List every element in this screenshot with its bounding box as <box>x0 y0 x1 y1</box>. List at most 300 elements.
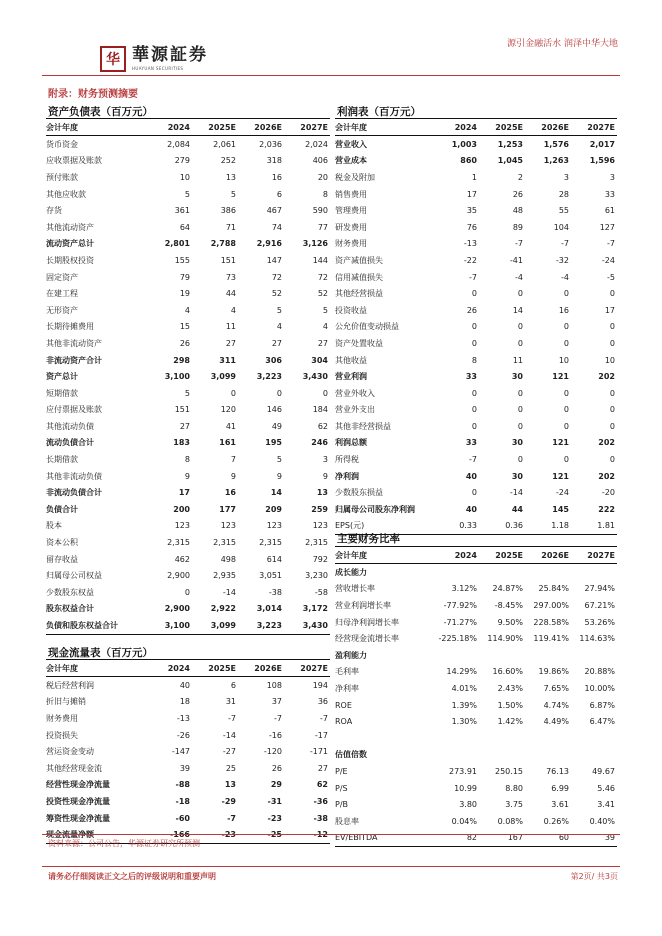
cell-value: 0 <box>609 421 615 431</box>
cell-value: 4.49% <box>543 717 569 727</box>
cell-value: 202 <box>598 471 615 481</box>
cell-value: 19 <box>179 289 190 299</box>
cell-value <box>479 647 525 664</box>
cell-value: 53.26% <box>584 617 615 627</box>
cell-value: -38 <box>313 813 328 823</box>
row-label: 其他非流动负债 <box>46 471 102 481</box>
column-header-year: 2024 <box>146 660 192 677</box>
table-row <box>335 664 617 681</box>
cell-value: 121 <box>552 372 569 382</box>
cell-value: 18 <box>179 697 190 707</box>
cell-value: -17 <box>314 730 328 740</box>
cell-value: 26 <box>512 189 523 199</box>
cell-value: 16.60% <box>492 667 523 677</box>
table-row <box>46 518 330 535</box>
cell-value: 61 <box>604 206 615 216</box>
cell-value: 167 <box>479 830 525 847</box>
cell-value: 3,430 <box>302 372 328 382</box>
cell-value: -88 <box>175 780 190 790</box>
row-label: 应收票据及账款 <box>46 156 102 166</box>
row-label: 其他非流动资产 <box>46 338 102 348</box>
row-label: 货币资金 <box>46 139 78 149</box>
cell-value: 0 <box>471 405 477 415</box>
table-row <box>335 319 617 336</box>
table-row <box>335 630 617 647</box>
cell-value <box>479 564 525 581</box>
row-label: 非流动资产合计 <box>46 355 102 365</box>
cell-value: 2,036 <box>259 139 282 149</box>
cell-value: 2,315 <box>305 538 328 548</box>
cell-value: 0 <box>609 338 615 348</box>
cell-value: 40 <box>465 471 477 481</box>
column-header-label: 会计年度 <box>335 547 433 564</box>
cell-value: 0 <box>609 388 615 398</box>
cell-value: 127 <box>599 222 615 232</box>
row-label: 流动负债合计 <box>46 438 94 448</box>
cell-value: 4 <box>276 322 282 332</box>
cell-value: 0 <box>609 455 615 465</box>
cell-value: 76 <box>466 222 477 232</box>
cash-flow-table <box>46 659 330 844</box>
row-label: 现金流量净额 <box>46 826 146 843</box>
row-label <box>335 730 433 747</box>
cell-value: 195 <box>265 438 282 448</box>
cell-value: 20 <box>317 172 328 182</box>
row-label: 长期借款 <box>46 455 78 465</box>
row-label: 营业利润 <box>335 372 367 382</box>
cell-value: 177 <box>219 504 236 514</box>
cell-value: 246 <box>311 438 328 448</box>
cell-value: 28 <box>558 189 569 199</box>
cell-value: 147 <box>266 255 282 265</box>
table-row <box>46 236 330 253</box>
cell-value: 0.04% <box>451 816 477 826</box>
table-row <box>46 793 330 810</box>
cell-value: 298 <box>173 355 190 365</box>
cell-value: 30 <box>511 438 523 448</box>
row-label: 折旧与摊销 <box>46 697 86 707</box>
cell-value: -7 <box>561 239 569 249</box>
row-label: 销售费用 <box>335 189 367 199</box>
source-divider <box>42 834 620 835</box>
cell-value: -171 <box>309 747 328 757</box>
cell-value <box>525 747 571 764</box>
cell-value: 77 <box>317 222 328 232</box>
cell-value: 2,024 <box>305 139 328 149</box>
cell-value: 151 <box>174 405 190 415</box>
column-header-year: 2025E <box>479 119 525 136</box>
table-row <box>335 564 617 581</box>
cell-value: 0 <box>563 388 569 398</box>
row-label: 营收增长率 <box>335 584 375 594</box>
table-row <box>46 302 330 319</box>
cell-value: 4 <box>230 305 236 315</box>
table-row <box>335 501 617 518</box>
row-label: 估值倍数 <box>335 750 367 760</box>
table-row <box>46 534 330 551</box>
cell-value: -31 <box>267 796 282 806</box>
cell-value: 209 <box>265 504 282 514</box>
cell-value: -7 <box>274 713 282 723</box>
cell-value: 44 <box>225 289 236 299</box>
cell-value: 31 <box>225 697 236 707</box>
cell-value: 5 <box>184 189 190 199</box>
table-header-row <box>46 119 330 136</box>
table-row <box>335 468 617 485</box>
column-header-year: 2025E <box>479 547 525 564</box>
cell-value: 0 <box>471 338 477 348</box>
cell-value: 44 <box>511 504 523 514</box>
cell-value: 14 <box>270 488 282 498</box>
table-row <box>335 763 617 780</box>
cell-value: 860 <box>460 156 477 166</box>
table-row <box>46 777 330 794</box>
row-label: EV/EBITDA <box>335 830 433 847</box>
table-row <box>46 385 330 402</box>
cell-value: -23 <box>267 813 282 823</box>
cell-value: 259 <box>311 504 328 514</box>
cell-value: -24 <box>555 488 569 498</box>
cell-value: 40 <box>465 504 477 514</box>
cell-value: 3,100 <box>146 617 192 634</box>
table-row <box>335 302 617 319</box>
table-row <box>335 796 617 813</box>
cell-value: 1,596 <box>589 156 615 166</box>
table-row <box>335 713 617 730</box>
cell-value: 4.01% <box>451 683 477 693</box>
row-label: 长期待摊费用 <box>46 322 94 332</box>
cell-value: 17 <box>604 305 615 315</box>
cell-value: 27 <box>317 338 328 348</box>
row-label: 财务费用 <box>46 713 78 723</box>
cell-value <box>479 730 525 747</box>
cell-value: 14.29% <box>446 667 477 677</box>
cell-value: 2,922 <box>210 604 236 614</box>
row-label: 净利润 <box>335 471 359 481</box>
cell-value: 183 <box>173 438 190 448</box>
cell-value: 9 <box>322 471 328 481</box>
cell-value: 1,045 <box>497 156 523 166</box>
cell-value <box>433 747 479 764</box>
table-row <box>335 252 617 269</box>
cell-value: 3 <box>322 455 328 465</box>
cell-value: -4 <box>515 272 523 282</box>
cell-value: 76.13 <box>546 766 569 776</box>
cell-value: 5 <box>184 388 190 398</box>
cell-value: 89 <box>512 222 523 232</box>
cell-value: 41 <box>225 421 236 431</box>
cell-value: 2,315 <box>167 538 190 548</box>
column-header-year: 2024 <box>146 119 192 136</box>
cell-value: 1.81 <box>571 518 617 535</box>
cell-value: -4 <box>561 272 569 282</box>
cell-value: 406 <box>312 156 328 166</box>
cell-value: 3.80 <box>459 800 477 810</box>
cell-value: 228.58% <box>533 617 569 627</box>
cell-value: 30 <box>511 372 523 382</box>
cell-value: 9.50% <box>497 617 523 627</box>
cell-value: 0 <box>322 388 328 398</box>
row-label: 资产减值损失 <box>335 255 383 265</box>
cell-value <box>525 564 571 581</box>
cash-flow-title: 现金流量表（百万元） <box>48 647 153 659</box>
table-header-row <box>46 660 330 677</box>
cell-value: 16 <box>558 305 569 315</box>
cell-value: 55 <box>558 206 569 216</box>
cell-value: -58 <box>314 587 328 597</box>
row-label: 营业收入 <box>335 139 367 149</box>
row-label: 存货 <box>46 206 62 216</box>
cell-value <box>571 564 617 581</box>
table-row <box>46 601 330 618</box>
cell-value: -7 <box>469 272 477 282</box>
cell-value <box>525 647 571 664</box>
cell-value: 121 <box>552 438 569 448</box>
appendix-title: 附录：财务预测摘要 <box>48 89 138 100</box>
cell-value: 5 <box>322 305 328 315</box>
table-row <box>335 614 617 631</box>
cell-value: 120 <box>220 405 236 415</box>
cell-value: -60 <box>175 813 190 823</box>
ratios-title: 主要财务比率 <box>337 533 400 545</box>
cell-value: 123 <box>312 521 328 531</box>
cell-value: 1.30% <box>451 717 477 727</box>
cell-value: 6.99 <box>551 783 569 793</box>
cell-value: 123 <box>220 521 236 531</box>
row-label: 成长能力 <box>335 567 367 577</box>
cell-value: -14 <box>222 587 236 597</box>
cell-value: 27 <box>317 763 328 773</box>
cell-value: 16 <box>224 488 236 498</box>
row-label: 流动资产总计 <box>46 239 94 249</box>
cell-value: 0 <box>517 405 523 415</box>
cell-value: 161 <box>219 438 236 448</box>
cell-value: 3,099 <box>192 617 238 634</box>
cell-value: 3,099 <box>210 372 236 382</box>
cell-value: 82 <box>433 830 479 847</box>
cell-value: 2 <box>517 172 523 182</box>
cell-value: 0.40% <box>589 816 615 826</box>
cell-value: -147 <box>171 747 190 757</box>
cell-value: 0 <box>471 289 477 299</box>
cell-value: 52 <box>317 289 328 299</box>
cell-value: 11 <box>225 322 236 332</box>
cell-value: -13 <box>463 239 477 249</box>
cell-value: 8 <box>471 355 477 365</box>
table-row <box>46 567 330 584</box>
cell-value: 2,017 <box>589 139 615 149</box>
cell-value: 0 <box>609 289 615 299</box>
cell-value: 462 <box>174 554 190 564</box>
cell-value: 27 <box>179 421 190 431</box>
cell-value: 6 <box>276 189 282 199</box>
cell-value: 146 <box>266 405 282 415</box>
table-row <box>46 319 330 336</box>
header-slogan: 源引金融活水 润泽中华大地 <box>507 39 618 49</box>
cell-value <box>525 730 571 747</box>
cell-value: 222 <box>598 504 615 514</box>
cell-value: 19.86% <box>538 667 569 677</box>
row-label: 投资损失 <box>46 730 78 740</box>
cell-value: -24 <box>601 255 615 265</box>
cell-value <box>433 730 479 747</box>
row-label: 投资性现金净流量 <box>46 796 110 806</box>
cell-value: 1,253 <box>497 139 523 149</box>
table-row <box>46 219 330 236</box>
cell-value: 62 <box>317 421 328 431</box>
row-label: 其他流动负债 <box>46 421 94 431</box>
cell-value: 144 <box>312 255 328 265</box>
cell-value: 8 <box>184 455 190 465</box>
cell-value: 0 <box>517 322 523 332</box>
cell-value: 15 <box>179 322 190 332</box>
cell-value <box>479 747 525 764</box>
cell-value: 64 <box>179 222 190 232</box>
column-header-year: 2027E <box>284 119 330 136</box>
row-label: P/E <box>335 766 348 776</box>
table-row <box>335 697 617 714</box>
cell-value: 200 <box>173 504 190 514</box>
cell-value: -32 <box>555 255 569 265</box>
table-row <box>46 169 330 186</box>
header-divider <box>42 75 620 76</box>
row-label: 营业成本 <box>335 156 367 166</box>
cell-value: -225.18% <box>438 634 477 644</box>
cell-value: 123 <box>266 521 282 531</box>
cell-value: 39 <box>179 763 190 773</box>
cell-value: 0 <box>563 322 569 332</box>
cell-value: 10.99 <box>454 783 477 793</box>
table-row <box>46 368 330 385</box>
cell-value: 792 <box>312 554 328 564</box>
table-row <box>46 727 330 744</box>
table-row <box>335 680 617 697</box>
cell-value: -8.45% <box>494 600 523 610</box>
table-row <box>46 252 330 269</box>
row-label: 毛利率 <box>335 667 359 677</box>
cell-value: 4 <box>184 305 190 315</box>
cell-value: 37 <box>271 697 282 707</box>
row-label: 资产总计 <box>46 372 78 382</box>
table-row <box>46 810 330 827</box>
cell-value: 2.43% <box>497 683 523 693</box>
cell-value: 3.12% <box>451 584 477 594</box>
cell-value: 10 <box>558 355 569 365</box>
table-row <box>46 617 330 634</box>
table-row <box>335 136 617 153</box>
cell-value <box>571 747 617 764</box>
row-label: 营运资金变动 <box>46 747 94 757</box>
column-header-year: 2027E <box>571 547 617 564</box>
table-row <box>335 435 617 452</box>
cell-value: 3,014 <box>256 604 282 614</box>
row-label: 无形资产 <box>46 305 78 315</box>
cell-value: 13 <box>224 780 236 790</box>
column-header-year: 2025E <box>192 119 238 136</box>
cell-value: 2,900 <box>164 604 190 614</box>
column-header-year: 2025E <box>192 660 238 677</box>
cell-value: 3,230 <box>305 571 328 581</box>
cell-value: 273.91 <box>449 766 477 776</box>
cell-value: -27 <box>222 747 236 757</box>
cell-value: 498 <box>220 554 236 564</box>
cell-value: 361 <box>174 206 190 216</box>
row-label: 非流动负债合计 <box>46 488 102 498</box>
cell-value: -7 <box>515 239 523 249</box>
cell-value: 48 <box>512 206 523 216</box>
ratios-table <box>335 546 617 847</box>
cell-value: -29 <box>221 796 236 806</box>
company-logo <box>100 44 208 74</box>
table-row <box>46 285 330 302</box>
cell-value: 3.61 <box>551 800 569 810</box>
table-row <box>335 780 617 797</box>
cell-value: 0 <box>471 488 477 498</box>
table-row <box>46 484 330 501</box>
column-header-year: 2024 <box>433 119 479 136</box>
cell-value: 27.94% <box>584 584 615 594</box>
cell-value: -14 <box>509 488 523 498</box>
row-label: 管理费用 <box>335 206 367 216</box>
cell-value: 73 <box>225 272 236 282</box>
cell-value: 250.15 <box>495 766 523 776</box>
cell-value: 25.84% <box>538 584 569 594</box>
cell-value: 252 <box>220 156 236 166</box>
cell-value: 3,051 <box>259 571 282 581</box>
table-row <box>335 186 617 203</box>
row-label: P/B <box>335 800 349 810</box>
cell-value: -71.27% <box>443 617 477 627</box>
cell-value: 25 <box>225 763 236 773</box>
row-label: 其他收益 <box>335 355 367 365</box>
row-label: 投资收益 <box>335 305 367 315</box>
cell-value: 0 <box>471 322 477 332</box>
cell-value: 2,315 <box>213 538 236 548</box>
cell-value: 39 <box>571 830 617 847</box>
cell-value: 27 <box>271 338 282 348</box>
cell-value: 10 <box>604 355 615 365</box>
row-label: 股本 <box>46 521 62 531</box>
cell-value <box>433 647 479 664</box>
row-label: 留存收益 <box>46 554 78 564</box>
cell-value: 0.36 <box>479 518 525 535</box>
footer-divider <box>42 866 620 867</box>
column-header-year: 2024 <box>433 547 479 564</box>
table-row <box>335 402 617 419</box>
cell-value: -5 <box>607 272 615 282</box>
cell-value: 0 <box>563 455 569 465</box>
row-label: 营业利润增长率 <box>335 600 391 610</box>
table-row <box>46 451 330 468</box>
cell-value: 24.87% <box>492 584 523 594</box>
cell-value: 0 <box>517 388 523 398</box>
cell-value: -7 <box>228 713 236 723</box>
table-row <box>46 710 330 727</box>
cell-value: 26 <box>179 338 190 348</box>
row-label: 税金及附加 <box>335 172 375 182</box>
cell-value: 590 <box>312 206 328 216</box>
row-label: 股息率 <box>335 816 359 826</box>
cell-value: -26 <box>176 730 190 740</box>
row-label: EPS(元) <box>335 518 433 535</box>
cell-value: 6 <box>230 680 236 690</box>
cell-value: -36 <box>313 796 328 806</box>
row-label: 其他非经营损益 <box>335 421 391 431</box>
cell-value: 60 <box>525 830 571 847</box>
table-header-row <box>335 119 617 136</box>
row-label: 财务费用 <box>335 239 367 249</box>
table-header-row <box>335 547 617 564</box>
